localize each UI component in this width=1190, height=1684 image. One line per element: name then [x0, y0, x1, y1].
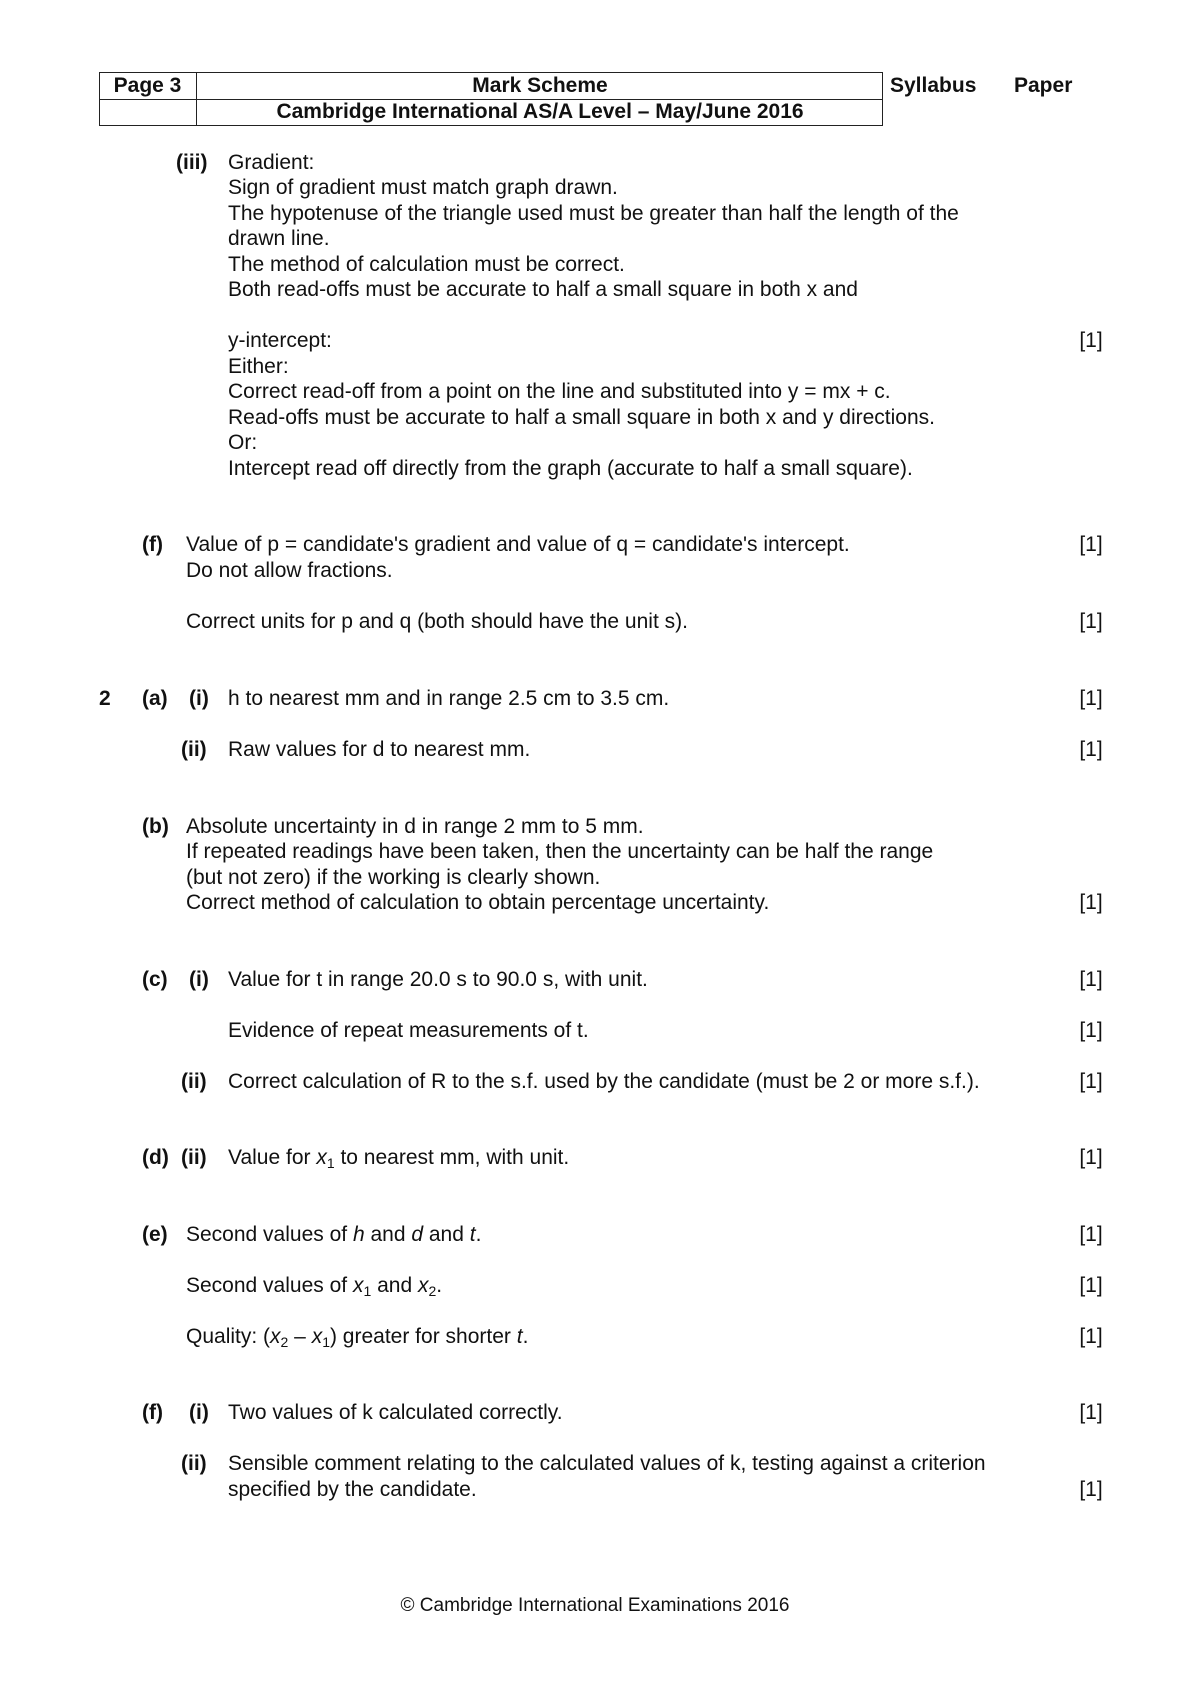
header-table [99, 72, 883, 126]
mark-e-3: [1] [1079, 1325, 1103, 1348]
mark-f-1: [1] [1079, 533, 1103, 556]
mark-c-ii: [1] [1079, 1070, 1103, 1093]
mark-b: [1] [1079, 891, 1103, 914]
gradient-line-1: Sign of gradient must match graph drawn. [228, 176, 618, 199]
part-label-iii: (iii) [176, 151, 208, 174]
f-line-2: Do not allow fractions. [186, 559, 393, 582]
intercept-line-2: Correct read-off from a point on the line and substituted into y = mx + c. [228, 380, 891, 403]
page-number: Page 3 [113, 74, 182, 97]
part-label-d: (d) [142, 1146, 169, 1169]
b-line-4: Correct method of calculation to obtain percentage uncertainty. [186, 891, 770, 914]
part-label-c: (c) [142, 968, 168, 991]
part-label-f2-i: (i) [189, 1401, 209, 1424]
mark-a-ii: [1] [1079, 738, 1103, 761]
paper-label: Paper [1014, 74, 1073, 97]
e-text-2: Second values of $x_1$ and $x_2$. [186, 1274, 443, 1299]
gradient-line-2: The hypotenuse of the triangle used must be greater than half the length of the [228, 202, 959, 225]
document-title: Mark Scheme [472, 74, 608, 97]
c-ii-text: Correct calculation of R to the s.f. used by the candidate (must be 2 or more s.f.). [228, 1070, 980, 1093]
intercept-heading: y-intercept: [228, 329, 332, 352]
mark-e-2: [1] [1079, 1274, 1103, 1297]
f2-ii-line-2: specified by the candidate. [228, 1478, 477, 1501]
part-label-c-i: (i) [189, 968, 209, 991]
part-label-f: (f) [142, 533, 163, 556]
intercept-line-5: Intercept read off directly from the graph (accurate to half a small square). [228, 457, 913, 480]
question-number: 2 [99, 687, 111, 710]
copyright-footer: © Cambridge International Examinations 2016 [400, 1595, 790, 1616]
intercept-line-1: Either: [228, 355, 289, 378]
part-label-e: (e) [142, 1223, 168, 1246]
part-label-f2-ii: (ii) [181, 1452, 207, 1475]
f2-i-text: Two values of k calculated correctly. [228, 1401, 563, 1424]
part-label-a-ii: (ii) [181, 738, 207, 761]
e-text-1: Second values of h and d and t. [186, 1223, 482, 1246]
gradient-line-5: Both read-offs must be accurate to half a small square in both x and [228, 278, 858, 301]
part-label-a: (a) [142, 687, 168, 710]
c-i-text-1: Value for t in range 20.0 s to 90.0 s, with unit. [228, 968, 648, 991]
d-ii-text: Value for $x_1$ to nearest mm, with unit. [228, 1146, 570, 1171]
f-units: Correct units for p and q (both should have the unit s). [186, 610, 688, 633]
mark-f2-i: [1] [1079, 1401, 1103, 1424]
f2-ii-line-1: Sensible comment relating to the calculated values of k, testing against a criterion [228, 1452, 986, 1475]
b-line-3: (but not zero) if the working is clearly shown. [186, 866, 601, 889]
e-text-3: Quality: $(x_2 - x_1)$ greater for shorter t. [186, 1325, 529, 1350]
part-label-c-ii: (ii) [181, 1070, 207, 1093]
mark-c-i-2: [1] [1079, 1019, 1103, 1042]
gradient-line-3: drawn line. [228, 227, 330, 250]
mark-a-i: [1] [1079, 687, 1103, 710]
document-subtitle: Cambridge International AS/A Level – May/June 2016 [276, 100, 804, 123]
b-line-2: If repeated readings have been taken, then the uncertainty can be half the range [186, 840, 934, 863]
a-i-text: h to nearest mm and in range 2.5 cm to 3.5 cm. [228, 687, 670, 710]
intercept-line-3: Read-offs must be accurate to half a small square in both x and y directions. [228, 406, 935, 429]
mark-intercept: [1] [1079, 329, 1103, 352]
mark-d-ii: [1] [1079, 1146, 1103, 1169]
gradient-heading: Gradient: [228, 151, 315, 174]
part-label-a-i: (i) [189, 687, 209, 710]
gradient-line-4: The method of calculation must be correct. [228, 253, 625, 276]
f-line-1: Value of p = candidate's gradient and value of q = candidate's intercept. [186, 533, 850, 556]
syllabus-label: Syllabus [890, 74, 977, 97]
part-label-f2: (f) [142, 1401, 163, 1424]
mark-e-1: [1] [1079, 1223, 1103, 1246]
a-ii-text: Raw values for d to nearest mm. [228, 738, 531, 761]
mark-f-2: [1] [1079, 610, 1103, 633]
mark-c-i-1: [1] [1079, 968, 1103, 991]
part-label-b: (b) [142, 815, 169, 838]
b-line-1: Absolute uncertainty in d in range 2 mm to 5 mm. [186, 815, 644, 838]
part-label-d-ii: (ii) [181, 1146, 207, 1169]
mark-f2-ii: [1] [1079, 1478, 1103, 1501]
c-i-text-2: Evidence of repeat measurements of t. [228, 1019, 589, 1042]
intercept-line-4: Or: [228, 431, 258, 454]
